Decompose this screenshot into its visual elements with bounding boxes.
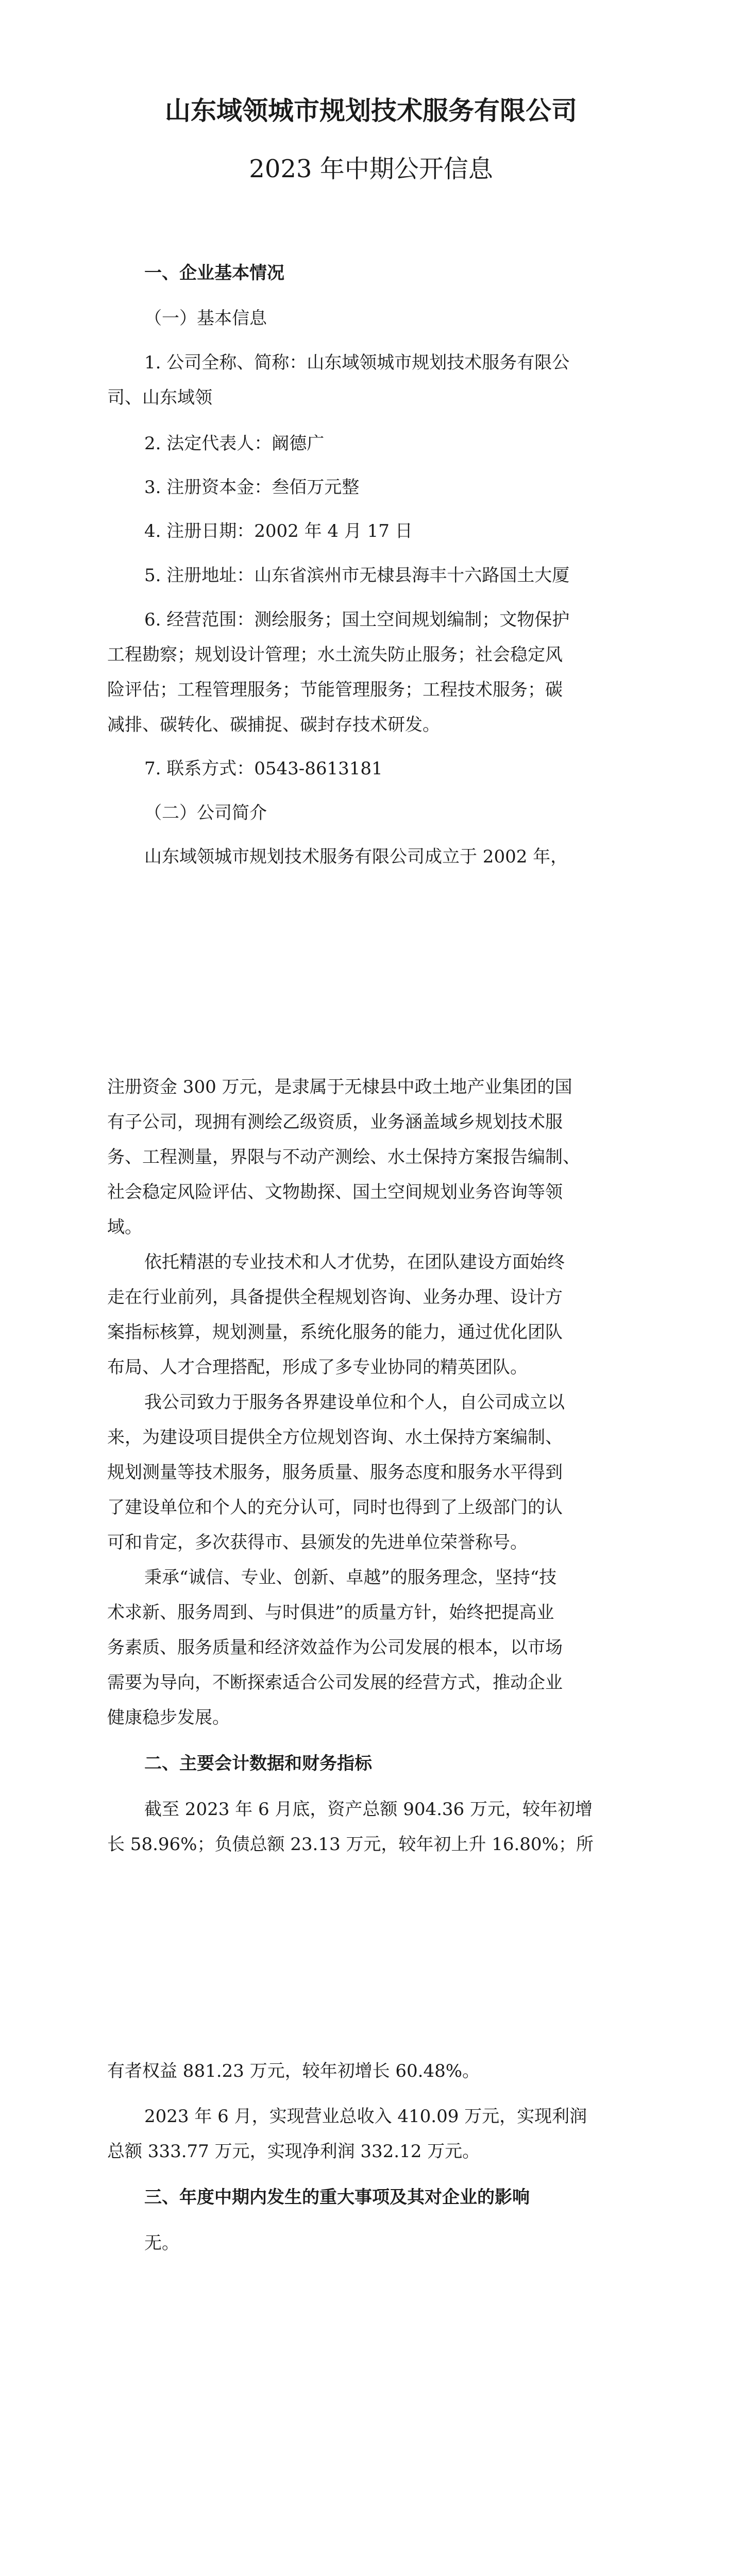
info-item-6: 6. 经营范围：测绘服务；国土空间规划编制；文物保护 bbox=[144, 609, 570, 630]
document-subtitle: 2023 年中期公开信息 bbox=[249, 155, 493, 183]
intro-p1-cont: 社会稳定风险评估、文物勘探、国土空间规划业务咨询等领 bbox=[107, 1182, 563, 1202]
intro-p2-cont: 案指标核算，规划测量，系统化服务的能力，通过优化团队 bbox=[107, 1322, 563, 1343]
section3-heading: 三、年度中期内发生的重大事项及其对企业的影响 bbox=[144, 2187, 530, 2208]
intro-p3-cont: 规划测量等技术服务，服务质量、服务态度和服务水平得到 bbox=[107, 1462, 563, 1483]
intro-p1-cont: 注册资金 300 万元，是隶属于无棣县中政土地产业集团的国 bbox=[107, 1077, 572, 1097]
intro-p3-cont: 了建设单位和个人的充分认可，同时也得到了上级部门的认 bbox=[107, 1497, 563, 1518]
finance-p2-cont: 总额 333.77 万元，实现净利润 332.12 万元。 bbox=[107, 2141, 480, 2162]
info-item-4: 4. 注册日期：2002 年 4 月 17 日 bbox=[144, 521, 413, 541]
sub1-heading: （一）基本信息 bbox=[144, 308, 267, 329]
intro-p2-cont: 走在行业前列，具备提供全程规划咨询、业务办理、设计方 bbox=[107, 1287, 563, 1308]
intro-p1-cont: 域。 bbox=[107, 1217, 142, 1238]
info-item-3: 3. 注册资本金：叁佰万元整 bbox=[144, 477, 360, 498]
info-item-2: 2. 法定代表人：阚德广 bbox=[144, 433, 325, 454]
intro-p2: 依托精湛的专业技术和人才优势，在团队建设方面始终 bbox=[144, 1252, 565, 1273]
intro-p4: 秉承“诚信、专业、创新、卓越”的服务理念，坚持“技 bbox=[144, 1567, 557, 1588]
intro-p4-cont: 务素质、服务质量和经济效益作为公司发展的根本，以市场 bbox=[107, 1637, 563, 1658]
intro-p2-cont: 布局、人才合理搭配，形成了多专业协同的精英团队。 bbox=[107, 1357, 528, 1378]
document-title: 山东域领城市规划技术服务有限公司 bbox=[165, 95, 577, 126]
finance-p1-cont: 长 58.96%；负债总额 23.13 万元，较年初上升 16.80%；所 bbox=[107, 1834, 594, 1855]
finance-p1-cont: 有者权益 881.23 万元，较年初增长 60.48%。 bbox=[107, 2061, 480, 2081]
intro-p1-cont: 务、工程测量，界限与不动产测绘、水土保持方案报告编制、 bbox=[107, 1147, 580, 1167]
finance-p2: 2023 年 6 月，实现营业总收入 410.09 万元，实现利润 bbox=[144, 2106, 587, 2127]
info-item-1: 1. 公司全称、简称：山东域领城市规划技术服务有限公 bbox=[144, 352, 570, 373]
section2-heading: 二、主要会计数据和财务指标 bbox=[144, 1753, 372, 1774]
intro-p3-cont: 来，为建设项目提供全方位规划咨询、水土保持方案编制、 bbox=[107, 1427, 563, 1448]
info-item-1-cont: 司、山东域领 bbox=[107, 387, 212, 408]
info-item-6-cont: 工程勘察；规划设计管理；水土流失防止服务；社会稳定风 bbox=[107, 645, 563, 665]
info-item-6-cont: 险评估；工程管理服务；节能管理服务；工程技术服务；碳 bbox=[107, 680, 563, 700]
section3-body: 无。 bbox=[144, 2233, 179, 2253]
info-item-7: 7. 联系方式：0543-8613181 bbox=[144, 758, 383, 779]
finance-p1: 截至 2023 年 6 月底，资产总额 904.36 万元，较年初增 bbox=[144, 1799, 593, 1820]
intro-p3: 我公司致力于服务各界建设单位和个人，自公司成立以 bbox=[144, 1392, 565, 1413]
section1-heading: 一、企业基本情况 bbox=[144, 263, 284, 283]
intro-p1-cont: 有子公司，现拥有测绘乙级资质，业务涵盖域乡规划技术服 bbox=[107, 1112, 563, 1132]
info-item-5: 5. 注册地址：山东省滨州市无棣县海丰十六路国土大厦 bbox=[144, 565, 570, 586]
sub2-heading: （二）公司简介 bbox=[144, 803, 267, 823]
intro-p4-cont: 健康稳步发展。 bbox=[107, 1707, 230, 1728]
intro-p1: 山东域领城市规划技术服务有限公司成立于 2002 年， bbox=[144, 846, 568, 867]
intro-p4-cont: 术求新、服务周到、与时俱进”的质量方针，始终把提高业 bbox=[107, 1602, 554, 1623]
intro-p4-cont: 需要为导向，不断探索适合公司发展的经营方式，推动企业 bbox=[107, 1672, 563, 1693]
intro-p3-cont: 可和肯定，多次获得市、县颁发的先进单位荣誉称号。 bbox=[107, 1532, 528, 1553]
info-item-6-cont: 减排、碳转化、碳捕捉、碳封存技术研发。 bbox=[107, 715, 440, 735]
